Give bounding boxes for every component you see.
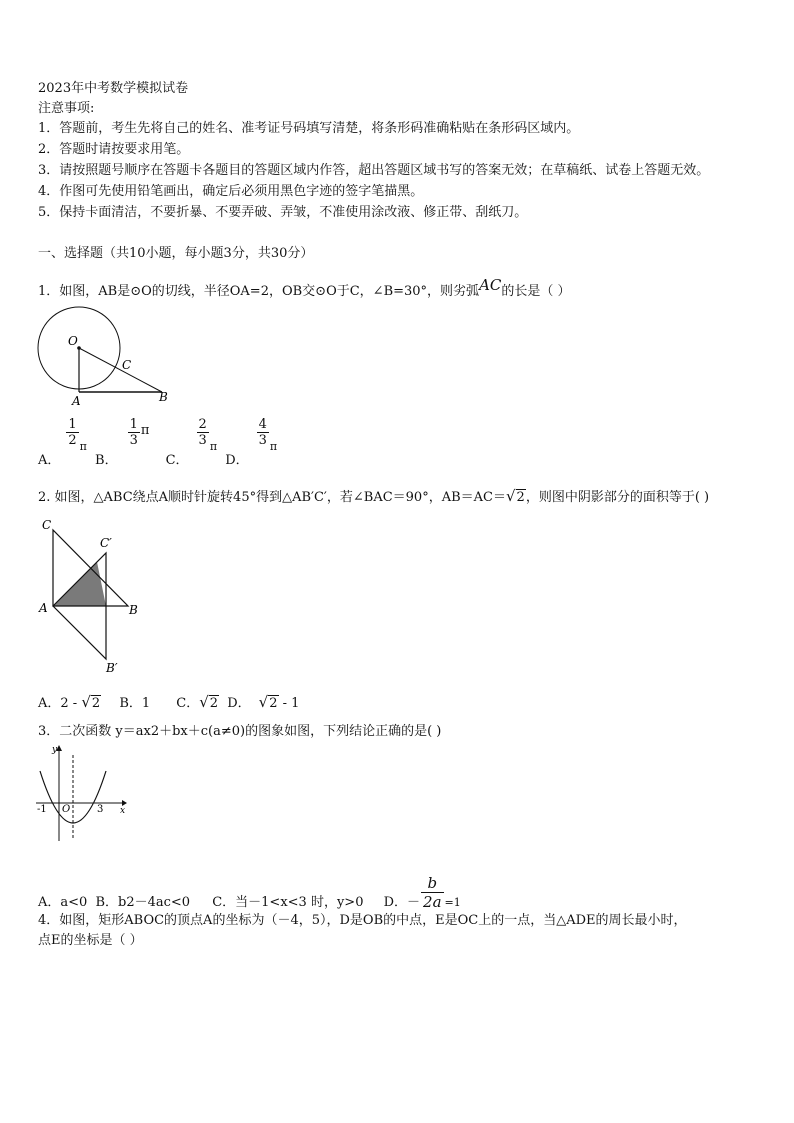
question-1-options: A． $\frac{1}{2}$ $_\pi$ B． $\frac{1}{3}$ π C． $\frac{2}{3}$ $_\pi$ D． $\frac{4}{3}$ $_\pi$	[38, 417, 278, 468]
question-2-options: A．2 - √2 B．1 C．√2 D． √2 - 1	[38, 693, 300, 711]
sqrt-2: √2	[199, 693, 219, 711]
option-d-fraction: $\frac{4}{3}$	[258, 417, 267, 448]
option-d-fraction: $\frac{b}{2a}$	[423, 874, 442, 911]
segment-ob	[79, 348, 162, 392]
arc-ac-label: AC	[479, 276, 502, 294]
label-3: 3	[97, 804, 104, 815]
question-2-figure	[36, 515, 146, 675]
label-minus-1: -1	[37, 804, 47, 815]
question-3-figure	[34, 741, 130, 845]
label-c-prime: C′	[100, 536, 112, 550]
option-c-fraction: $\frac{2}{3}$	[198, 417, 207, 448]
question-1-stem: 1．如图，AB是⊙O的切线，半径OA=2，OB交⊙O于C，∠B=30°，则劣弧AC的长是（ ）	[38, 276, 571, 299]
question-2-stem: 2. 如图，△ABC绕点A顺时针旋转45°得到△AB′C′，若∠BAC＝90°，AB＝AC＝√2，则图中阴影部分的面积等于( )	[38, 487, 710, 505]
shaded-region	[53, 562, 106, 606]
label-c: C	[42, 518, 52, 532]
sqrt-2: √2	[81, 693, 101, 711]
label-x: x	[120, 806, 126, 816]
notice-item: 4．作图可先使用铅笔画出，确定后必须用黑色字迹的签字笔描黑。	[38, 184, 424, 199]
label-y: y	[52, 745, 58, 755]
notice-item: 5．保持卡面清洁，不要折暴、不要弄破、弄皱，不准使用涂改液、修正带、刮纸刀。	[38, 205, 528, 220]
label-c: C	[122, 358, 132, 372]
notice-item: 3．请按照题号顺序在答题卡各题目的答题区域内作答，超出答题区域书写的答案无效；在草稿纸、试卷上答题无效。	[38, 163, 710, 178]
question-3-stem: 3．二次函数 y＝ax2＋bx＋c(a≠0)的图象如图，下列结论正确的是( )	[38, 724, 442, 739]
notice-title: 注意事项:	[38, 101, 95, 116]
label-a: A	[39, 601, 48, 615]
label-b: B	[129, 603, 138, 617]
option-b-fraction: $\frac{1}{3}$	[129, 417, 138, 448]
label-b-prime: B′	[106, 661, 118, 675]
label-origin: O	[62, 804, 71, 815]
exam-title: 2023年中考数学模拟试卷	[38, 81, 189, 96]
question-4-stem-line2: 点E的坐标是（ ）	[38, 933, 143, 948]
question-3-options: A．a<0 B．b2－4ac<0 C．当－1<x<3 时，y>0 D．－ $\frac{b}{2a}$ =1	[38, 874, 461, 911]
label-o: O	[68, 334, 78, 348]
notice-item: 1．答题前，考生先将自己的姓名、准考证号码填写清楚，将条形码准确粘贴在条形码区域内。	[38, 121, 580, 136]
question-1-figure	[34, 306, 174, 410]
label-a: A	[72, 394, 81, 408]
section-title: 一、选择题（共10小题，每小题3分，共30分）	[38, 246, 314, 261]
sqrt-2: √2	[258, 693, 278, 711]
notice-item: 2．答题时请按要求用笔。	[38, 142, 190, 157]
question-4-stem-line1: 4．如图，矩形ABOC的顶点A的坐标为（－4，5），D是OB的中点，E是OC上的一点，当△ADE的周长最小时，	[38, 913, 687, 928]
sqrt-2: √2	[505, 487, 525, 505]
option-a-fraction: $\frac{1}{2}$	[68, 417, 77, 448]
label-b: B	[159, 390, 168, 404]
